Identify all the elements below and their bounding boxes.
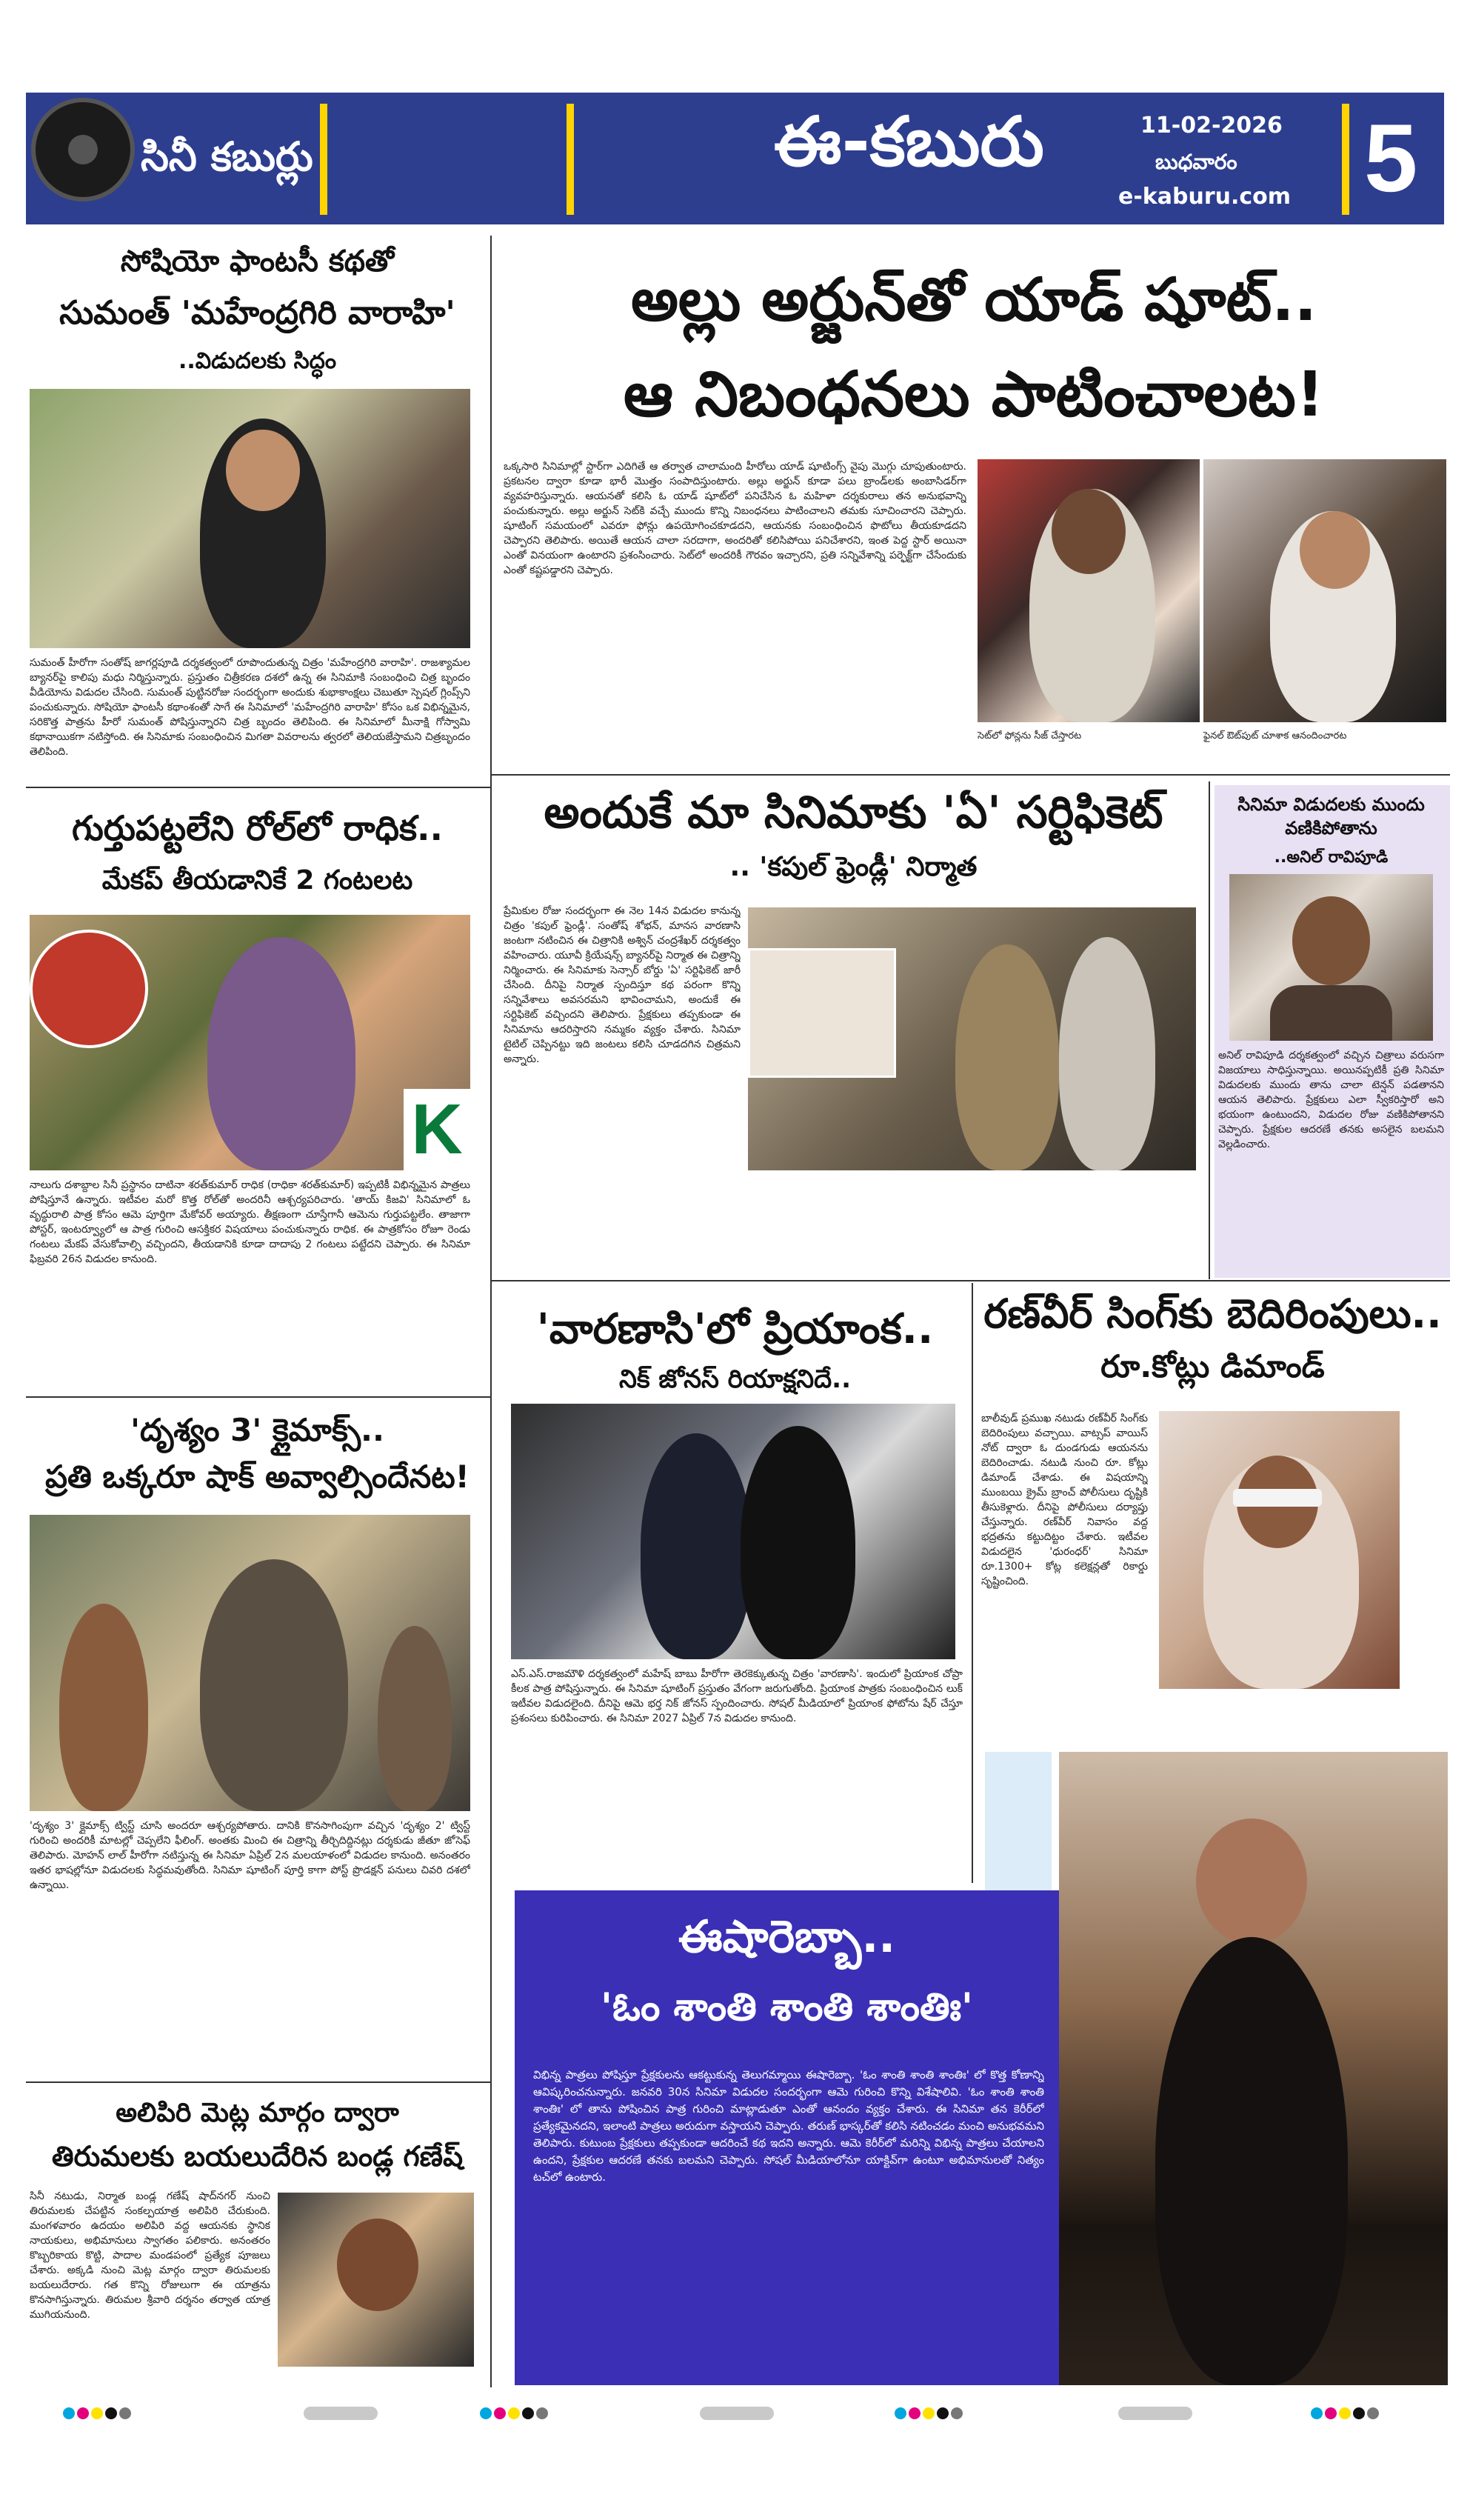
- photo-caption: ఫైనల్ ఔట్‌పుట్ చూశాక ఆనందించారట: [1203, 730, 1347, 741]
- color-registration-marks: [1311, 2407, 1381, 2419]
- film-reel-icon: [31, 98, 135, 201]
- article-body-continued: [981, 1700, 1440, 1744]
- subhead: నిక్ జోనస్ రియాక్షనిదే..: [618, 1364, 851, 1394]
- sunglasses-icon: [1233, 1489, 1322, 1507]
- person-figure: [1059, 937, 1155, 1170]
- subhead: 'ఓం శాంతి శాంతి శాంతిః': [601, 1985, 973, 2030]
- person-figure: [378, 1626, 452, 1811]
- headline: సినిమా విడుదలకు ముందు వణికిపోతాను: [1237, 794, 1425, 839]
- section-divider: [490, 774, 1450, 776]
- color-registration-marks: [480, 2407, 550, 2419]
- person-figure: [1270, 985, 1392, 1041]
- headline: 'వారణాసి'లో ప్రియాంక..: [536, 1305, 934, 1353]
- person-figure: [741, 1426, 855, 1659]
- headline: అల్లు అర్జున్‌తో యాడ్ షూట్..: [630, 265, 1317, 334]
- article-body: అనిల్ రావిపూడి దర్శకత్వంలో వచ్చిన చిత్రాలు వరుసగా విజయాలు సాధిస్తున్నాయి. అయినప్పటికీ ప్రతి సినిమా విడుదలకు ముందు తాను చాలా టెన్షన్ పడతానని ఆయన తెలిపారు. ప్రేక్షకులు ఎలా స్వీకరిస్తారో అని భయంగా ఉంటుందని, విడుదల రోజు వణికిపోతానని చెప్పారు. ప్రేక్షకుల ఆదరణే తనకు అసలైన బలమని వెల్లడించారు.: [1218, 1050, 1444, 1150]
- movie-badge: K: [404, 1089, 470, 1170]
- face-shape: [1196, 1819, 1307, 1944]
- allu-arjun-photo: [978, 459, 1200, 722]
- issue-date: 11-02-2026: [1140, 113, 1283, 139]
- section-divider: [26, 1396, 490, 1398]
- inset-photo: [748, 948, 896, 1078]
- registration-bar: [1118, 2407, 1192, 2420]
- masthead-divider: [1342, 104, 1349, 215]
- article-body: బాలీవుడ్ ప్రముఖ నటుడు రణ్‌వీర్ సింగ్‌కు బెదిరింపులు వచ్చాయి. వాట్సప్ వాయిస్ నోట్ ద్వారా ఓ దుండగుడు ఆయనను బెదిరించాడు. నటుడి నుంచి రూ. కోట్లు డిమాండ్ చేశాడు. ఈ విషయాన్ని ముంబయి క్రైమ్ బ్రాంచ్ పోలీసులు దృష్టికి తీసుకెళ్లారు. దీనిపై పోలీసులు దర్యాప్తు చేస్తున్నారు. రణ్‌వీర్ నివాసం వద్ద భద్రతను కట్టుదిట్టం చేశారు. ఇటీవల విడుదలైన 'ధురంధర్' సినిమా రూ.1300+ కోట్ల కలెక్షన్లతో రికార్డు సృష్టించింది.: [981, 1413, 1148, 1587]
- color-registration-marks: [63, 2407, 133, 2419]
- sumanth-photo: [30, 389, 470, 648]
- article-body: నాలుగు దశాబ్దాల సినీ ప్రస్థానం దాటినా శరత్‌కుమార్ రాధిక (రాధికా శరత్‌కుమార్) ఇప్పటికీ విభిన్నమైన పాత్రలు పోషిస్తూనే ఉన్నారు. ఇటీవల మరో కొత్త రోల్‌తో అందరినీ ఆశ్చర్యపరిచారు. 'తాయ్ కిజవి' సినిమాలో ఓ వృద్ధురాలి పాత్ర కోసం ఆమె పూర్తిగా మేకోవర్ అయ్యారు. తీక్షణంగా చూస్తేగానీ ఆమెను గుర్తుపట్టలేం. తాజాగా పోస్టర్, ఇంటర్వ్యూలో ఆ పాత్ర గురించి ఆసక్తికర విషయాలు పంచుకున్నారు రాధిక. ఈ పాత్రకోసం రోజూ రెండు గంటలు మేకప్ వేసుకోవాల్సి వచ్చిందని, తీయడానికి కూడా దాదాపు 2 గంటలు పట్టేదని చెప్పారు. ఈ సినిమా ఫిబ్రవరి 26న విడుదల కానుంది.: [30, 1179, 470, 1265]
- face-shape: [226, 430, 300, 511]
- headline: ఈషారెబ్బా..: [678, 1911, 896, 1963]
- person-figure: [59, 1604, 148, 1811]
- person-figure: [207, 937, 355, 1170]
- site-logo: ఈ-కబురు: [774, 102, 1044, 181]
- section-divider: [26, 2081, 490, 2083]
- person-figure: [955, 944, 1059, 1170]
- headline: తిరుమలకు బయలుదేరిన బండ్ల గణేష్: [51, 2140, 464, 2173]
- person-figure: [641, 1433, 752, 1659]
- article-body: విభిన్న పాత్రలు పోషిస్తూ ప్రేక్షకులను ఆకట్టుకున్న తెలుగమ్మాయి ఈషారెబ్బా. 'ఓం శాంతి శాంతి శాంతిః' లో కొత్త కోణాన్ని ఆవిష్కరించనున్నారు. జనవరి 30న సినిమా విడుదల సందర్భంగా ఆమె గురించి కొన్ని విశేషాలివి. 'ఓం శాంతి శాంతి శాంతిః' లో తాను పోషించిన పాత్ర గురించి మాట్లాడుతూ ఎంతో ఆనందం వ్యక్తం చేశారు. ఈ సినిమా తన కెరీర్‌లో ప్రత్యేకమైనదని, ఇలాంటి పాత్రలు అరుదుగా వస్తాయని చెప్పారు. తరుణ్ భాస్కర్‌తో కలిసి నటించడం మంచి అనుభవమని తెలిపారు. కుటుంబ ప్రేక్షకులు తప్పకుండా ఆదరించే కథ ఇదని అన్నారు. ఆమె కెరీర్‌లో మరిన్ని విభిన్న పాత్రలు చేయాలని ఉందని, ప్రేక్షకుల ఆదరణే తనకు బలమని చెప్పారు. సోషల్ మీడియాలోనూ యాక్టివ్‌గా ఉంటూ అభిమానులతో నిత్యం టచ్‌లో ఉంటారు.: [533, 2068, 1044, 2184]
- site-url[interactable]: e-kaburu.com: [1118, 184, 1292, 210]
- article-body: సినీ నటుడు, నిర్మాత బండ్ల గణేష్ షాద్‌నగర్ నుంచి తిరుమలకు చేపట్టిన సంకల్పయాత్ర అలిపిరి చేరుకుంది. మంగళవారం ఉదయం అలిపిరి వద్ద ఆయనకు స్థానిక నాయకులు, అభిమానులు స్వాగతం పలికారు. అనంతరం కొబ్బరికాయ కొట్టి, పాదాల మండపంలో ప్రత్యేక పూజలు చేశారు. అక్కడి నుంచి మెట్ల మార్గం ద్వారా తిరుమలకు బయలుదేరారు. గత కొన్ని రోజులుగా ఈ యాత్రను కొనసాగిస్తున్నారు. తిరుమల శ్రీవారి దర్శనం తర్వాత యాత్ర ముగియనుంది.: [30, 2190, 270, 2321]
- headline: ప్రతి ఒక్కరూ షాక్ అవ్వాల్సిందేనట!: [45, 1459, 470, 1495]
- face-shape: [1292, 896, 1370, 985]
- article-body: సుమంత్ హీరోగా సంతోష్ జాగర్లపూడి దర్శకత్వంలో రూపొందుతున్న చిత్రం 'మహేంద్రగిరి వారాహి'. రాజశ్యామల బ్యానర్‌పై కాలిపు మధు నిర్మిస్తున్నారు. ప్రస్తుతం చిత్రీకరణ దశలో ఉన్న ఈ సినిమాకి సంబంధించి చిత్ర బృందం వీడియోను విడుదల చేసింది. సుమంత్ పుట్టినరోజు సందర్భంగా అందుకు శుభాకాంక్షలు చెబుతూ స్పెషల్ గ్లింప్స్‌ని పంచుకున్నారు. సోషియో ఫాంటసీ కథాంశంతో సాగే ఈ సినిమాలో 'మహేంద్రగిరి వారాహి' కోసం ఒక విభిన్నమైన, సరికొత్త పాత్రను హీరో సుమంత్ పోషిస్తున్నారని చిత్ర బృందం తెలిపింది. ఈ సినిమాలో మీనాక్షి గోస్వామి కథానాయికగా నటిస్తోంది. ఈ సినిమాకు సంబంధించిన మిగతా వివరాలను త్వరలో తెలియజేస్తామని చిత్రబృందం తెలిపింది.: [30, 657, 470, 758]
- subhead: .. 'కపుల్ ఫ్రెండ్లీ' నిర్మాత: [729, 852, 978, 882]
- radhika-photo: [30, 915, 470, 1170]
- photo-caption: సెట్‌లో ఫోన్లను సీజ్ చేస్తారట: [978, 730, 1082, 741]
- article-body-continued: [748, 1181, 1200, 1270]
- bandla-photo: [278, 2193, 474, 2367]
- headline: గుర్తుపట్టలేని రోల్‌లో రాధిక..: [72, 808, 443, 848]
- decor-panel: [985, 1752, 1052, 1893]
- section-name: సినీ కబుర్లు: [141, 133, 313, 180]
- couple-friendly-photo: [748, 907, 1196, 1170]
- director-photo: [1203, 459, 1446, 722]
- section-divider: [490, 1280, 1450, 1281]
- face-shape: [1300, 511, 1370, 589]
- headline: రణ్‌వీర్ సింగ్‌కు బెదిరింపులు..: [983, 1290, 1442, 1337]
- face-shape: [1052, 489, 1126, 574]
- section-divider: [26, 787, 490, 788]
- subhead: మేకప్ తీయడానికే 2 గంటలట: [101, 865, 413, 896]
- headline: సోషియో ఫాంటసీ కథతో: [120, 244, 395, 279]
- headline: సుమంత్ 'మహేంద్రగిరి వారాహి': [59, 294, 455, 332]
- headline: అందుకే మా సినిమాకు 'ఏ' సర్టిఫికెట్: [544, 787, 1163, 839]
- face-shape: [337, 2219, 418, 2311]
- headline: ఆ నిబంధనలు పాటించాలట!: [623, 358, 1325, 430]
- person-figure: [200, 1559, 348, 1811]
- registration-bar: [700, 2407, 774, 2420]
- subhead: ..అనిల్ రావిపూడి: [1274, 848, 1389, 867]
- person-figure: [1155, 1937, 1348, 2385]
- anil-ravipudi-photo: [1229, 874, 1433, 1041]
- article-body: ప్రేమికుల రోజు సందర్భంగా ఈ నెల 14న విడుదల కానున్న చిత్రం 'కపుల్ ఫ్రెండ్లీ'. సంతోష్ శోభన్, మానస వారణాసి జంటగా నటించిన ఈ చిత్రానికి అశ్విన్ చంద్రశేఖర్ దర్శకత్వం వహించారు. యూవీ క్రియేషన్స్ బ్యానర్‌పై నిర్మాత ఈ చిత్రాన్ని నిర్మించారు. ఈ సినిమాకు సెన్సార్ బోర్డు 'ఏ' సర్టిఫికెట్ జారీ చేసింది. దీనిపై నిర్మాత స్పందిస్తూ కథ పరంగా కొన్ని సన్నివేశాలు అవసరమని భావించామని, అందుకే ఈ సర్టిఫికెట్ వచ్చిందని తెలిపారు. ప్రేక్షకులు తప్పకుండా ఈ సినిమాను ఆదరిస్తారని నమ్మకం వ్యక్తం చేశారు. సినిమా టైటిల్ చెప్పినట్టు ఇది జంటలు కలిసి చూడదగిన చిత్రమని అన్నారు.: [504, 905, 741, 1065]
- page-number: 5: [1364, 104, 1418, 212]
- priyanka-photo: [511, 1404, 955, 1659]
- inset-portrait: [30, 930, 148, 1048]
- headline: అలిపిరి మెట్ల మార్గం ద్వారా: [116, 2098, 399, 2128]
- registration-bar: [304, 2407, 378, 2420]
- color-registration-marks: [895, 2407, 965, 2419]
- article-body: ఎస్.ఎస్.రాజమౌళి దర్శకత్వంలో మహేష్ బాబు హీరోగా తెరకెక్కుతున్న చిత్రం 'వారణాసి'. ఇందులో ప్రియాంక చోప్రా కీలక పాత్ర పోషిస్తున్నారు. ఈ సినిమా షూటింగ్ ప్రస్తుతం వేగంగా జరుగుతోంది. ప్రియాంక పాత్రకు సంబంధించిన లుక్ ఇటీవల విడుదలైంది. దీనిపై ఆమె భర్త నిక్ జోనస్ స్పందించారు. సోషల్ మీడియాలో ప్రియాంక ఫోటోను షేర్ చేస్తూ ప్రశంసలు కురిపించారు. ఈ సినిమా 2027 ఏప్రిల్ 7న విడుదల కానుంది.: [511, 1668, 963, 1724]
- headline: 'దృశ్యం 3' క్లైమాక్స్..: [130, 1412, 384, 1448]
- masthead-divider: [567, 104, 574, 215]
- ranveer-photo: [1159, 1411, 1400, 1689]
- subhead: రూ.కోట్లు డిమాండ్: [1100, 1348, 1325, 1384]
- column-divider: [490, 236, 492, 2387]
- article-body: 'దృశ్యం 3' క్లైమాక్స్ ట్విస్ట్ చూసి అందరూ ఆశ్చర్యపోతారు. దానికి కొనసాగింపుగా వచ్చిన 'దృశ్యం 2' ట్విస్ట్ గురించి అందరికీ మాటల్లో చెప్పలేని ఫీలింగ్. అంతకు మించి ఈ చిత్రాన్ని తీర్చిదిద్దినట్లు దర్శకుడు జీతూ జోసెఫ్ తెలిపారు. మోహన్ లాల్ హీరోగా నటిస్తున్న ఈ సినిమా ఏప్రిల్ 2న మలయాళంలో విడుదల కానుంది. అనంతరం ఇతర భాషల్లోనూ విడుదలకు సిద్ధమవుతోంది. సినిమా షూటింగ్ పూర్తి కాగా పోస్ట్ ప్రొడక్షన్ పనులు చివరి దశలో ఉన్నాయి.: [30, 1820, 470, 1891]
- masthead-divider: [320, 104, 327, 215]
- article-body: ఒక్కసారి సినిమాల్లో స్టార్‌గా ఎదిగితే ఆ తర్వాత చాలామంది హీరోలు యాడ్ షూటింగ్స్ వైపు మొగ్గు చూపుతుంటారు. ప్రకటనల ద్వారా కూడా భారీ మొత్తం సంపాదిస్తుంటారు. అల్లు అర్జున్ కూడా పలు బ్రాండ్‌లకు అంబాసిడర్‌గా వ్యవహరిస్తున్నారు. ఆయనతో కలిసి ఓ యాడ్ షూట్‌లో పనిచేసిన ఓ మహిళా దర్శకురాలు తన అనుభవాన్ని పంచుకున్నారు. అల్లు అర్జున్ సెట్‌కి వచ్చే ముందు కొన్ని నిబంధనలు పాటించాలని తమకు సూచించారని చెప్పారు. షూటింగ్ సమయంలో ఎవరూ ఫోన్లు ఉపయోగించకూడదని, ఆయనకు సంబంధించిన ఫొటోలు తీయకూడదని చెప్పారని తెలిపారు. అయితే ఆయన చాలా సరదాగా, అందరితో కలిసిపోయి పనిచేశారని, ఇంత పెద్ద స్టార్ అయినా ఎంతో వినయంగా ఉంటారని ప్రశంసించారు. సెట్‌లో అందరికీ గౌరవం ఇచ్చారని, ప్రతి సన్నివేశాన్ని పర్ఫెక్ట్‌గా చేసేందుకు ఎంతో కష్టపడ్డారని చెప్పారు.: [504, 461, 966, 576]
- subhead: ..విడుదలకు సిద్ధం: [178, 348, 337, 374]
- column-divider: [972, 1283, 973, 1883]
- eesha-photo: [1059, 1752, 1448, 2385]
- drishyam-photo: [30, 1515, 470, 1811]
- column-divider: [1209, 781, 1210, 1279]
- issue-weekday: బుధవారం: [1155, 150, 1237, 174]
